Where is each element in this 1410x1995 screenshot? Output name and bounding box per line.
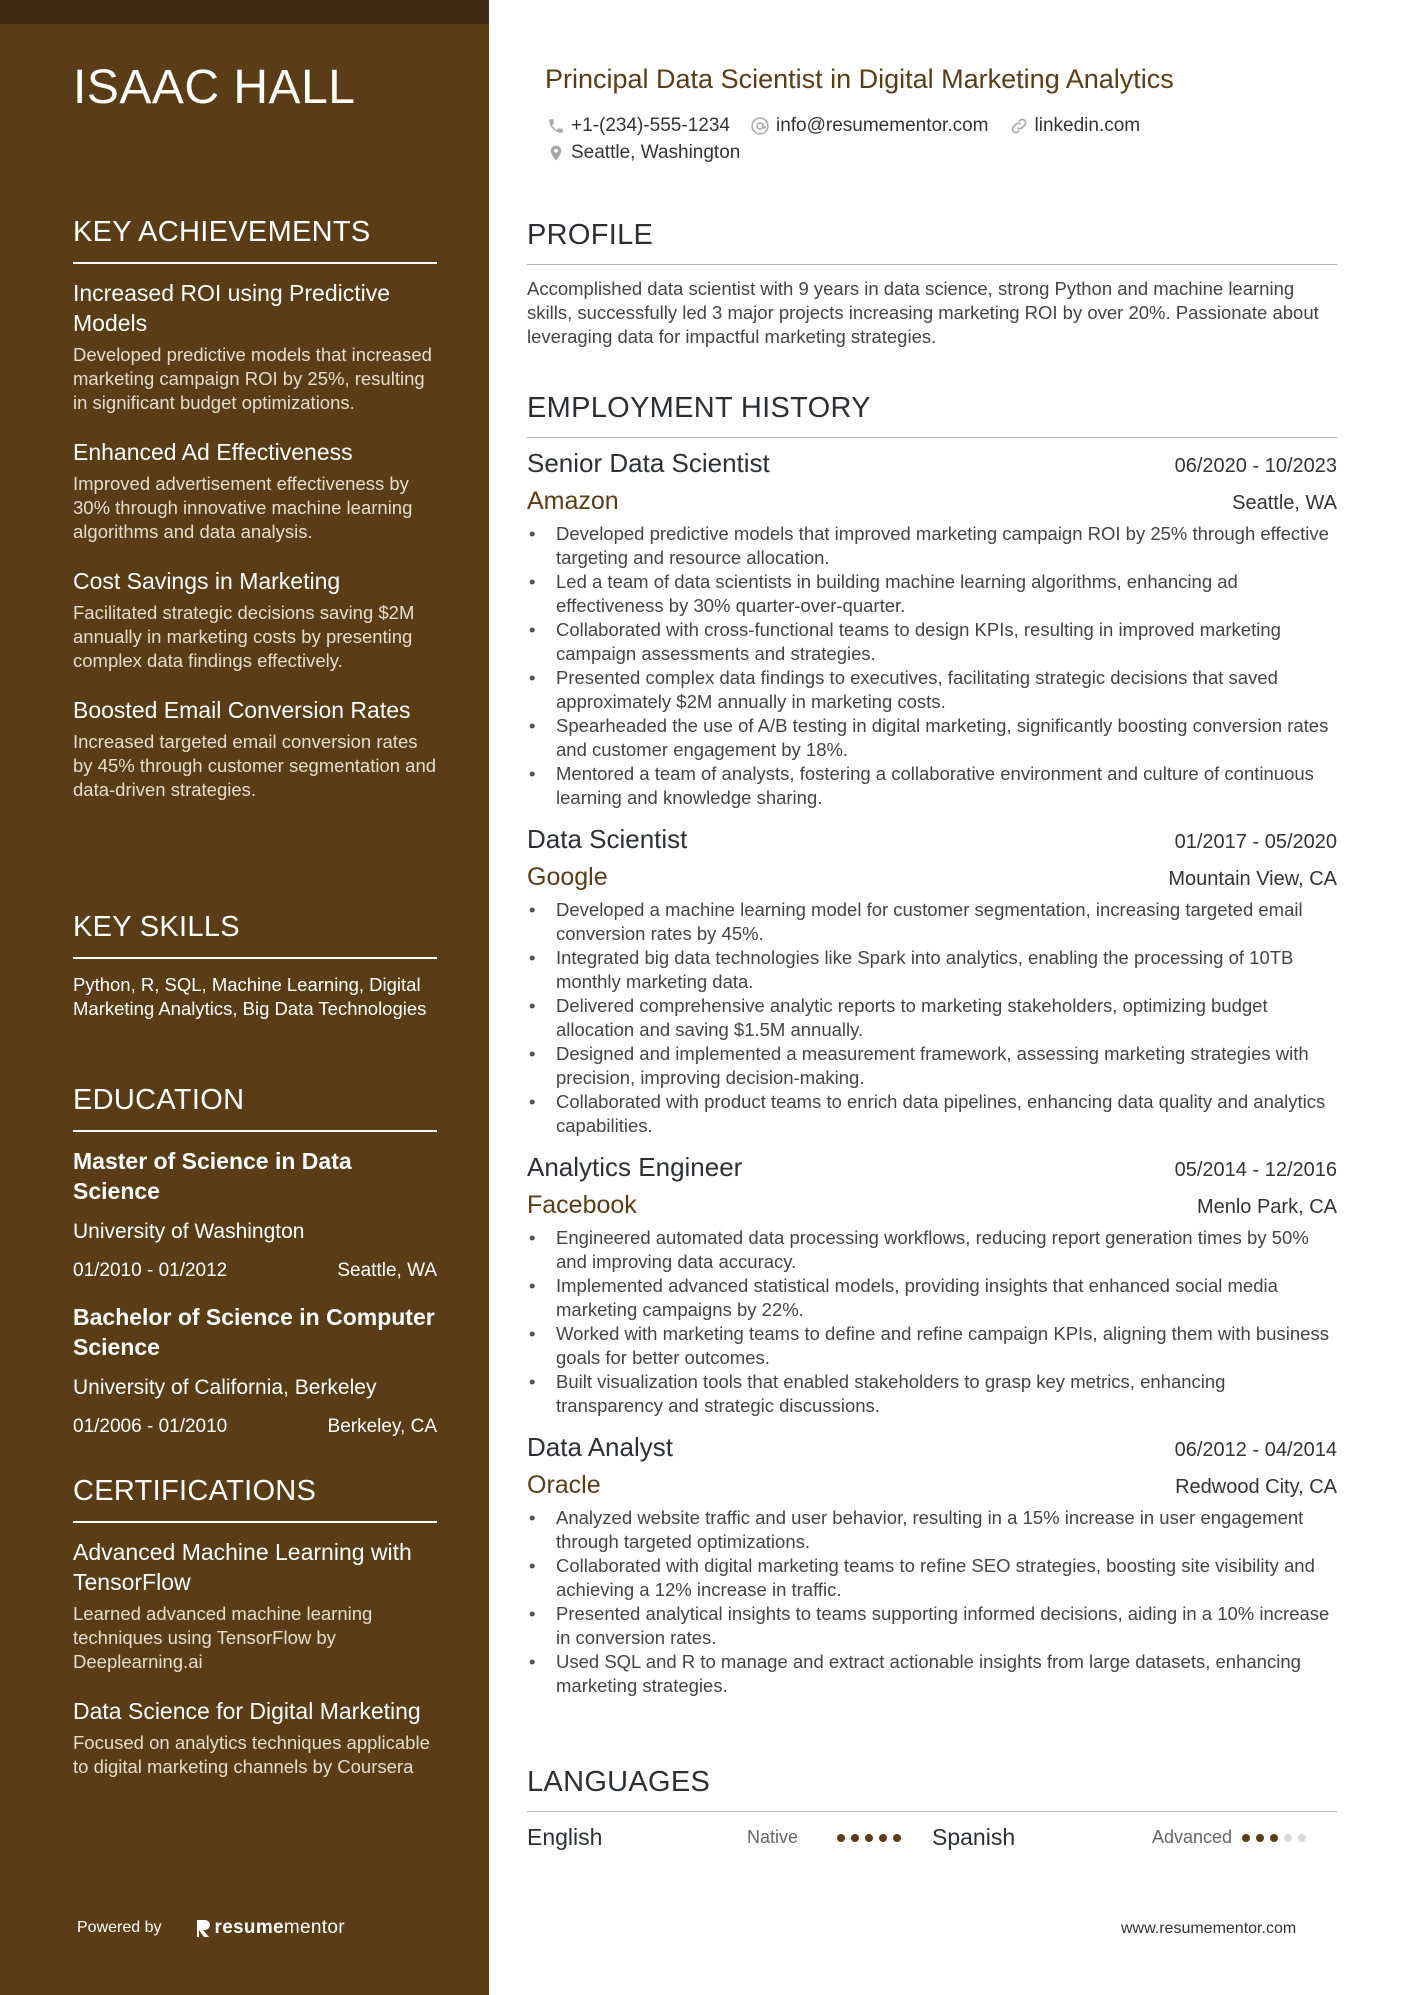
bullet-item: • Collaborated with digital marketing teams to refine SEO strategies, boosting site visibility and achieving a 12% increase in traffic. xyxy=(527,1554,1337,1602)
achievement-item xyxy=(73,278,437,415)
powered-by-label: Powered by xyxy=(77,1919,162,1936)
section-title: PROFILE xyxy=(527,219,1337,265)
proficiency-dot xyxy=(1298,1834,1306,1842)
achievement-desc: Developed predictive models that increased marketing campaign ROI by 25%, resulting in significant budget optimizations. xyxy=(73,344,432,413)
job-dates: 06/2012 - 04/2014 xyxy=(1174,1439,1337,1461)
job-dates: 06/2020 - 10/2023 xyxy=(1174,455,1337,477)
proficiency-dots xyxy=(837,1834,907,1842)
linkedin[interactable] xyxy=(1009,115,1141,137)
achievement-desc: Improved advertisement effectiveness by 30% through innovative machine learning algorithms and data analysis. xyxy=(73,473,413,542)
education-location: Berkeley, CA xyxy=(327,1416,437,1437)
brand-light: mentor xyxy=(283,1917,345,1938)
proficiency-dot xyxy=(1242,1834,1250,1842)
website-link[interactable]: www.resumementor.com xyxy=(1121,1920,1297,1937)
contact-info xyxy=(547,112,1307,166)
bullet-item: • Mentored a team of analysts, fostering a collaborative environment and culture of continuous learning and knowledge sharing. xyxy=(527,762,1337,810)
language-name: English xyxy=(527,1824,603,1850)
section-title: EMPLOYMENT HISTORY xyxy=(527,392,1337,438)
bullet-item: • Led a team of data scientists in building machine learning algorithms, enhancing ad effectiveness by 30% quarter-over-quarter. xyxy=(527,570,1337,618)
language-level: Native xyxy=(747,1827,799,1847)
bullet-item: • Engineered automated data processing workflows, reducing report generation times by 50% and improving data accuracy. xyxy=(527,1226,1337,1274)
job-bullets xyxy=(527,522,1337,810)
job-company: Oracle xyxy=(527,1471,601,1499)
certifications-section xyxy=(73,1475,437,1801)
job-role: Data Analyst xyxy=(527,1432,673,1462)
certification-desc: Learned advanced machine learning techniques using TensorFlow by Deeplearning.ai xyxy=(73,1603,373,1672)
bullet-item: • Collaborated with product teams to enrich data pipelines, enhancing data quality and analytics capabilities. xyxy=(527,1090,1337,1138)
job-location: Redwood City, CA xyxy=(1175,1476,1337,1498)
bullet-item: • Analyzed website traffic and user behavior, resulting in a 15% increase in user engagement through targeted optimizations. xyxy=(527,1506,1337,1554)
email-text: info@resumementor.com xyxy=(775,114,989,136)
job-location: Menlo Park, CA xyxy=(1196,1196,1337,1218)
language-item xyxy=(932,1824,1337,1851)
job-role: Analytics Engineer xyxy=(527,1152,743,1182)
job-entry xyxy=(527,824,1337,1138)
certification-title: Advanced Machine Learning with TensorFlow xyxy=(73,1539,412,1595)
bullet-item: • Delivered comprehensive analytic reports to marketing stakeholders, optimizing budget allocation and saving $1.5M annually. xyxy=(527,994,1337,1042)
achievement-item xyxy=(73,437,437,544)
bullet-item: • Presented analytical insights to teams supporting informed decisions, aiding in a 10% increase in conversion rates. xyxy=(527,1602,1337,1650)
proficiency-dot xyxy=(893,1834,901,1842)
sidebar-top-strip xyxy=(0,0,489,24)
achievement-title: Boosted Email Conversion Rates xyxy=(73,697,411,723)
bullet-item: • Developed predictive models that improved marketing campaign ROI by 25% through effective targeting and resource allocation. xyxy=(527,522,1337,570)
certification-desc: Focused on analytics techniques applicable to digital marketing channels by Coursera xyxy=(73,1732,430,1777)
job-company: Google xyxy=(527,863,608,891)
achievement-title: Increased ROI using Predictive Models xyxy=(73,280,391,336)
proficiency-dots xyxy=(1242,1834,1312,1842)
section-title: LANGUAGES xyxy=(527,1766,1337,1812)
education-section xyxy=(73,1084,437,1458)
school: University of Washington xyxy=(73,1220,305,1243)
section-title: KEY ACHIEVEMENTS xyxy=(73,216,437,264)
brand-bold: resume xyxy=(214,1917,284,1938)
language-name: Spanish xyxy=(932,1824,1016,1850)
job-role: Data Scientist xyxy=(527,824,688,854)
phone[interactable] xyxy=(547,115,730,137)
achievement-desc: Facilitated strategic decisions saving $2M annually in marketing costs by presenting complex data findings effectively. xyxy=(73,602,415,671)
certification-title: Data Science for Digital Marketing xyxy=(73,1698,421,1724)
degree: Bachelor of Science in Computer Science xyxy=(73,1304,435,1360)
location xyxy=(547,142,740,164)
key-achievements-section xyxy=(73,216,437,824)
achievement-item xyxy=(73,695,437,802)
link-icon xyxy=(1009,116,1029,136)
proficiency-dot xyxy=(865,1834,873,1842)
certification-item xyxy=(73,1537,437,1674)
at-icon xyxy=(750,116,770,136)
language-level: Advanced xyxy=(1152,1827,1233,1847)
bullet-item: • Worked with marketing teams to define and refine campaign KPIs, aligning them with business goals for better outcomes. xyxy=(527,1322,1337,1370)
school: University of California, Berkeley xyxy=(73,1376,377,1399)
job-location: Seattle, WA xyxy=(1232,492,1337,514)
bullet-item: • Built visualization tools that enabled stakeholders to grasp key metrics, enhancing transparency and strategic discussions. xyxy=(527,1370,1337,1418)
job-entry xyxy=(527,1432,1337,1698)
profile-text: Accomplished data scientist with 9 years in data science, strong Python and machine learning skills, successfully led 3 major projects increasing marketing ROI by over 20%. Passionate about leveraging data for impactful marketing strategies. xyxy=(527,278,1319,347)
proficiency-dot xyxy=(837,1834,845,1842)
certification-item xyxy=(73,1696,437,1779)
job-bullets xyxy=(527,1506,1337,1698)
phone-icon xyxy=(547,117,565,135)
resumementor-logo-icon xyxy=(194,1918,212,1938)
linkedin-text: linkedin.com xyxy=(1034,114,1141,136)
bullet-item: • Integrated big data technologies like Spark into analytics, enabling the processing of 10TB monthly marketing data. xyxy=(527,946,1337,994)
job-location: Mountain View, CA xyxy=(1168,868,1337,890)
job-entry xyxy=(527,1152,1337,1418)
section-title: KEY SKILLS xyxy=(73,911,437,959)
bullet-item: • Designed and implemented a measurement framework, assessing marketing strategies with precision, improving decision-making. xyxy=(527,1042,1337,1090)
location-pin-icon xyxy=(547,143,565,163)
employment-history-section xyxy=(527,392,1337,1698)
bullet-item: • Spearheaded the use of A/B testing in digital marketing, significantly boosting conversion rates and customer engagement by 18%. xyxy=(527,714,1337,762)
bullet-item: • Used SQL and R to manage and extract actionable insights from large datasets, enhancing marketing strategies. xyxy=(527,1650,1337,1698)
achievement-title: Enhanced Ad Effectiveness xyxy=(73,439,353,465)
key-skills-section xyxy=(73,911,437,1021)
achievement-title: Cost Savings in Marketing xyxy=(73,568,341,594)
job-entry xyxy=(527,448,1337,810)
powered-by xyxy=(77,1917,345,1939)
education-location: Seattle, WA xyxy=(337,1260,437,1281)
achievement-desc: Increased targeted email conversion rates by 45% through customer segmentation and data-driven strategies. xyxy=(73,731,437,800)
profile-section xyxy=(527,219,1337,349)
job-dates: 05/2014 - 12/2016 xyxy=(1174,1159,1337,1181)
resumementor-logo[interactable] xyxy=(194,1917,345,1939)
job-bullets xyxy=(527,1226,1337,1418)
bullet-item: • Collaborated with cross-functional teams to design KPIs, resulting in improved marketing campaign assessments and strategies. xyxy=(527,618,1337,666)
proficiency-dot xyxy=(879,1834,887,1842)
language-item xyxy=(527,1824,932,1851)
skills-list: Python, R, SQL, Machine Learning, Digital Marketing Analytics, Big Data Technologies xyxy=(73,974,427,1019)
phone-text: +1-(234)-555-1234 xyxy=(571,114,730,136)
education-dates: 01/2010 - 01/2012 xyxy=(73,1260,228,1281)
section-title: EDUCATION xyxy=(73,1084,437,1132)
proficiency-dot xyxy=(851,1834,859,1842)
location-text: Seattle, Washington xyxy=(571,141,741,163)
proficiency-dot xyxy=(1270,1834,1278,1842)
bullet-item: • Presented complex data findings to executives, facilitating strategic decisions that saved approximately $2M annually in marketing costs. xyxy=(527,666,1337,714)
job-headline: Principal Data Scientist in Digital Marketing Analytics xyxy=(545,64,1174,94)
job-bullets xyxy=(527,898,1337,1138)
job-company: Amazon xyxy=(527,487,619,515)
achievement-item xyxy=(73,566,437,673)
bullet-item: • Developed a machine learning model for customer segmentation, increasing targeted email conversion rates by 45%. xyxy=(527,898,1337,946)
email[interactable] xyxy=(750,115,989,137)
section-title: CERTIFICATIONS xyxy=(73,1475,437,1523)
candidate-name: ISAAC HALL xyxy=(73,61,356,114)
job-role: Senior Data Scientist xyxy=(527,448,770,478)
sidebar xyxy=(0,0,489,1995)
education-item xyxy=(73,1146,437,1282)
education-item xyxy=(73,1302,437,1438)
proficiency-dot xyxy=(1256,1834,1264,1842)
job-company: Facebook xyxy=(527,1191,637,1219)
languages-section xyxy=(527,1766,1337,1851)
proficiency-dot xyxy=(1284,1834,1292,1842)
bullet-item: • Implemented advanced statistical models, providing insights that enhanced social media marketing campaigns by 22%. xyxy=(527,1274,1337,1322)
degree: Master of Science in Data Science xyxy=(73,1148,352,1204)
education-dates: 01/2006 - 01/2010 xyxy=(73,1416,228,1437)
job-dates: 01/2017 - 05/2020 xyxy=(1174,831,1337,853)
